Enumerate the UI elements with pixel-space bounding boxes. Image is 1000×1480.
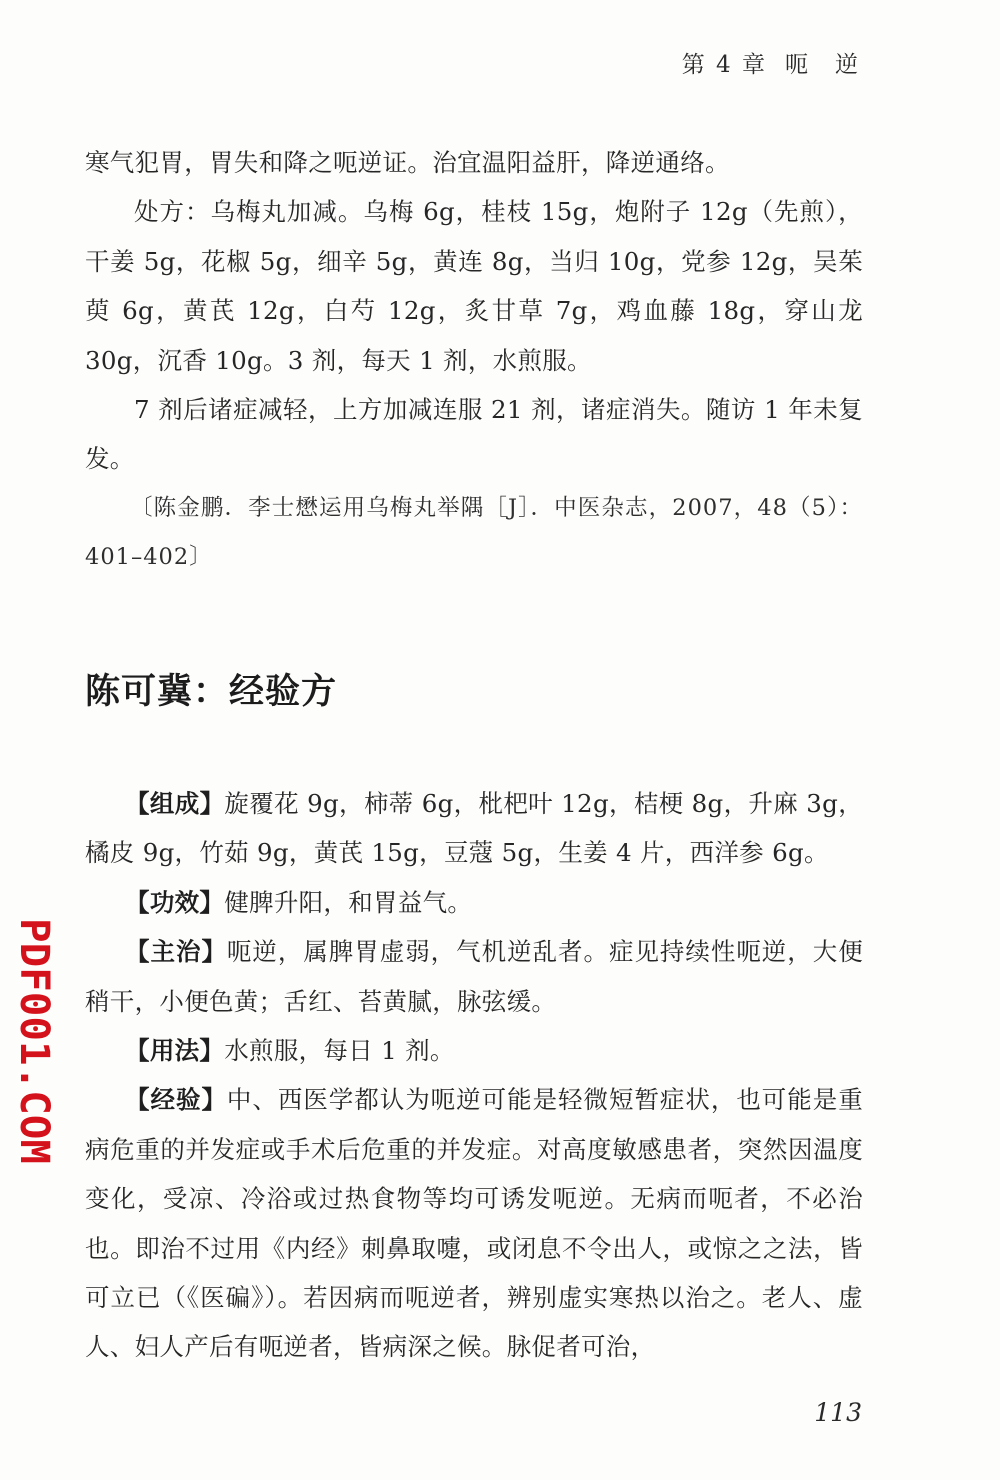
item-text: 健脾升阳，和胃益气。 xyxy=(224,887,473,917)
watermark xyxy=(8,918,57,1168)
chapter-title: 呃 逆 xyxy=(785,52,860,78)
item-label-bracket: 【组成】 xyxy=(125,789,225,818)
item-label: 功效 xyxy=(149,887,200,917)
formula-section xyxy=(85,779,863,1372)
item-efficacy xyxy=(85,878,863,927)
watermark-text: PDF001.COM xyxy=(11,918,57,1159)
running-header xyxy=(682,46,860,79)
item-text: 呃逆，属脾胃虚弱，气机逆乱者。症见持续性呃逆，大便稍干，小便色黄；舌红、苔黄腻，脉弦缓。 xyxy=(85,937,864,1016)
paragraph-prescription: 处方：乌梅丸加减。乌梅 6g，桂枝 15g，炮附子 12g（先煎），干姜 5g，花椒 5g，细辛 5g，黄连 8g，当归 10g，党参 12g，吴茱萸 6g，黄芪 12g，白芍 12g，炙甘草 7g，鸡血藤 18g，穿山龙 30g，沉香 10g。3 剂，每天 1 剂，水煎服。 xyxy=(85,197,863,375)
case-text xyxy=(85,138,863,583)
item-composition xyxy=(85,779,863,878)
chapter-number: 第 4 章 xyxy=(681,52,767,78)
watermark-graphic xyxy=(8,918,57,1168)
item-label-bracket: 【用法】 xyxy=(125,1036,225,1066)
item-label: 经验 xyxy=(150,1085,202,1115)
page-number: 113 xyxy=(814,1398,862,1427)
section-heading: 陈可冀：经验方 xyxy=(85,671,338,712)
item-label-bracket: 【功效】 xyxy=(125,887,225,917)
paragraph-continued: 寒气犯胃，胃失和降之呃逆证。治宜温阳益肝，降逆通络。 xyxy=(85,148,730,177)
item-text: 水煎服，每日 1 剂。 xyxy=(224,1036,455,1066)
item-label-bracket: 【经验】 xyxy=(125,1085,227,1115)
item-indication xyxy=(85,927,863,1026)
paragraph-result: 7 剂后诸症减轻，上方加减连服 21 剂，诸症消失。随访 1 年未复发。 xyxy=(85,395,863,474)
item-text: 旋覆花 9g，柿蒂 6g，枇杷叶 12g，桔梗 8g，升麻 3g，橘皮 9g，竹茹 9g，黄芪 15g，豆蔻 5g，生姜 4 片，西洋参 6g。 xyxy=(85,789,863,868)
item-text: 中、西医学都认为呃逆可能是轻微短暂症状，也可能是重病危重的并发症或手术后危重的并发症。对高度敏感患者，突然因温度变化，受凉、冷浴或过热食物等均可诱发呃逆。无病而呃者，不必治也。即治不过用《内经》刺鼻取嚏，或闭息不令出人，或惊之之法，皆可立已（《医碥》）。若因病而呃逆者，辨别虚实寒热以治之。老人、虚人、妇人产后有呃逆者，皆病深之候。脉促者可治， xyxy=(85,1085,864,1362)
item-label-bracket: 【主治】 xyxy=(125,937,227,967)
item-label: 主治 xyxy=(150,937,202,967)
item-label: 用法 xyxy=(149,1036,200,1066)
item-experience xyxy=(85,1075,863,1371)
item-label: 组成 xyxy=(149,789,200,818)
item-usage xyxy=(85,1026,863,1075)
citation: 〔陈金鹏．李士懋运用乌梅丸举隅［J］．中医杂志，2007，48（5）：401–402〕 xyxy=(85,494,863,571)
